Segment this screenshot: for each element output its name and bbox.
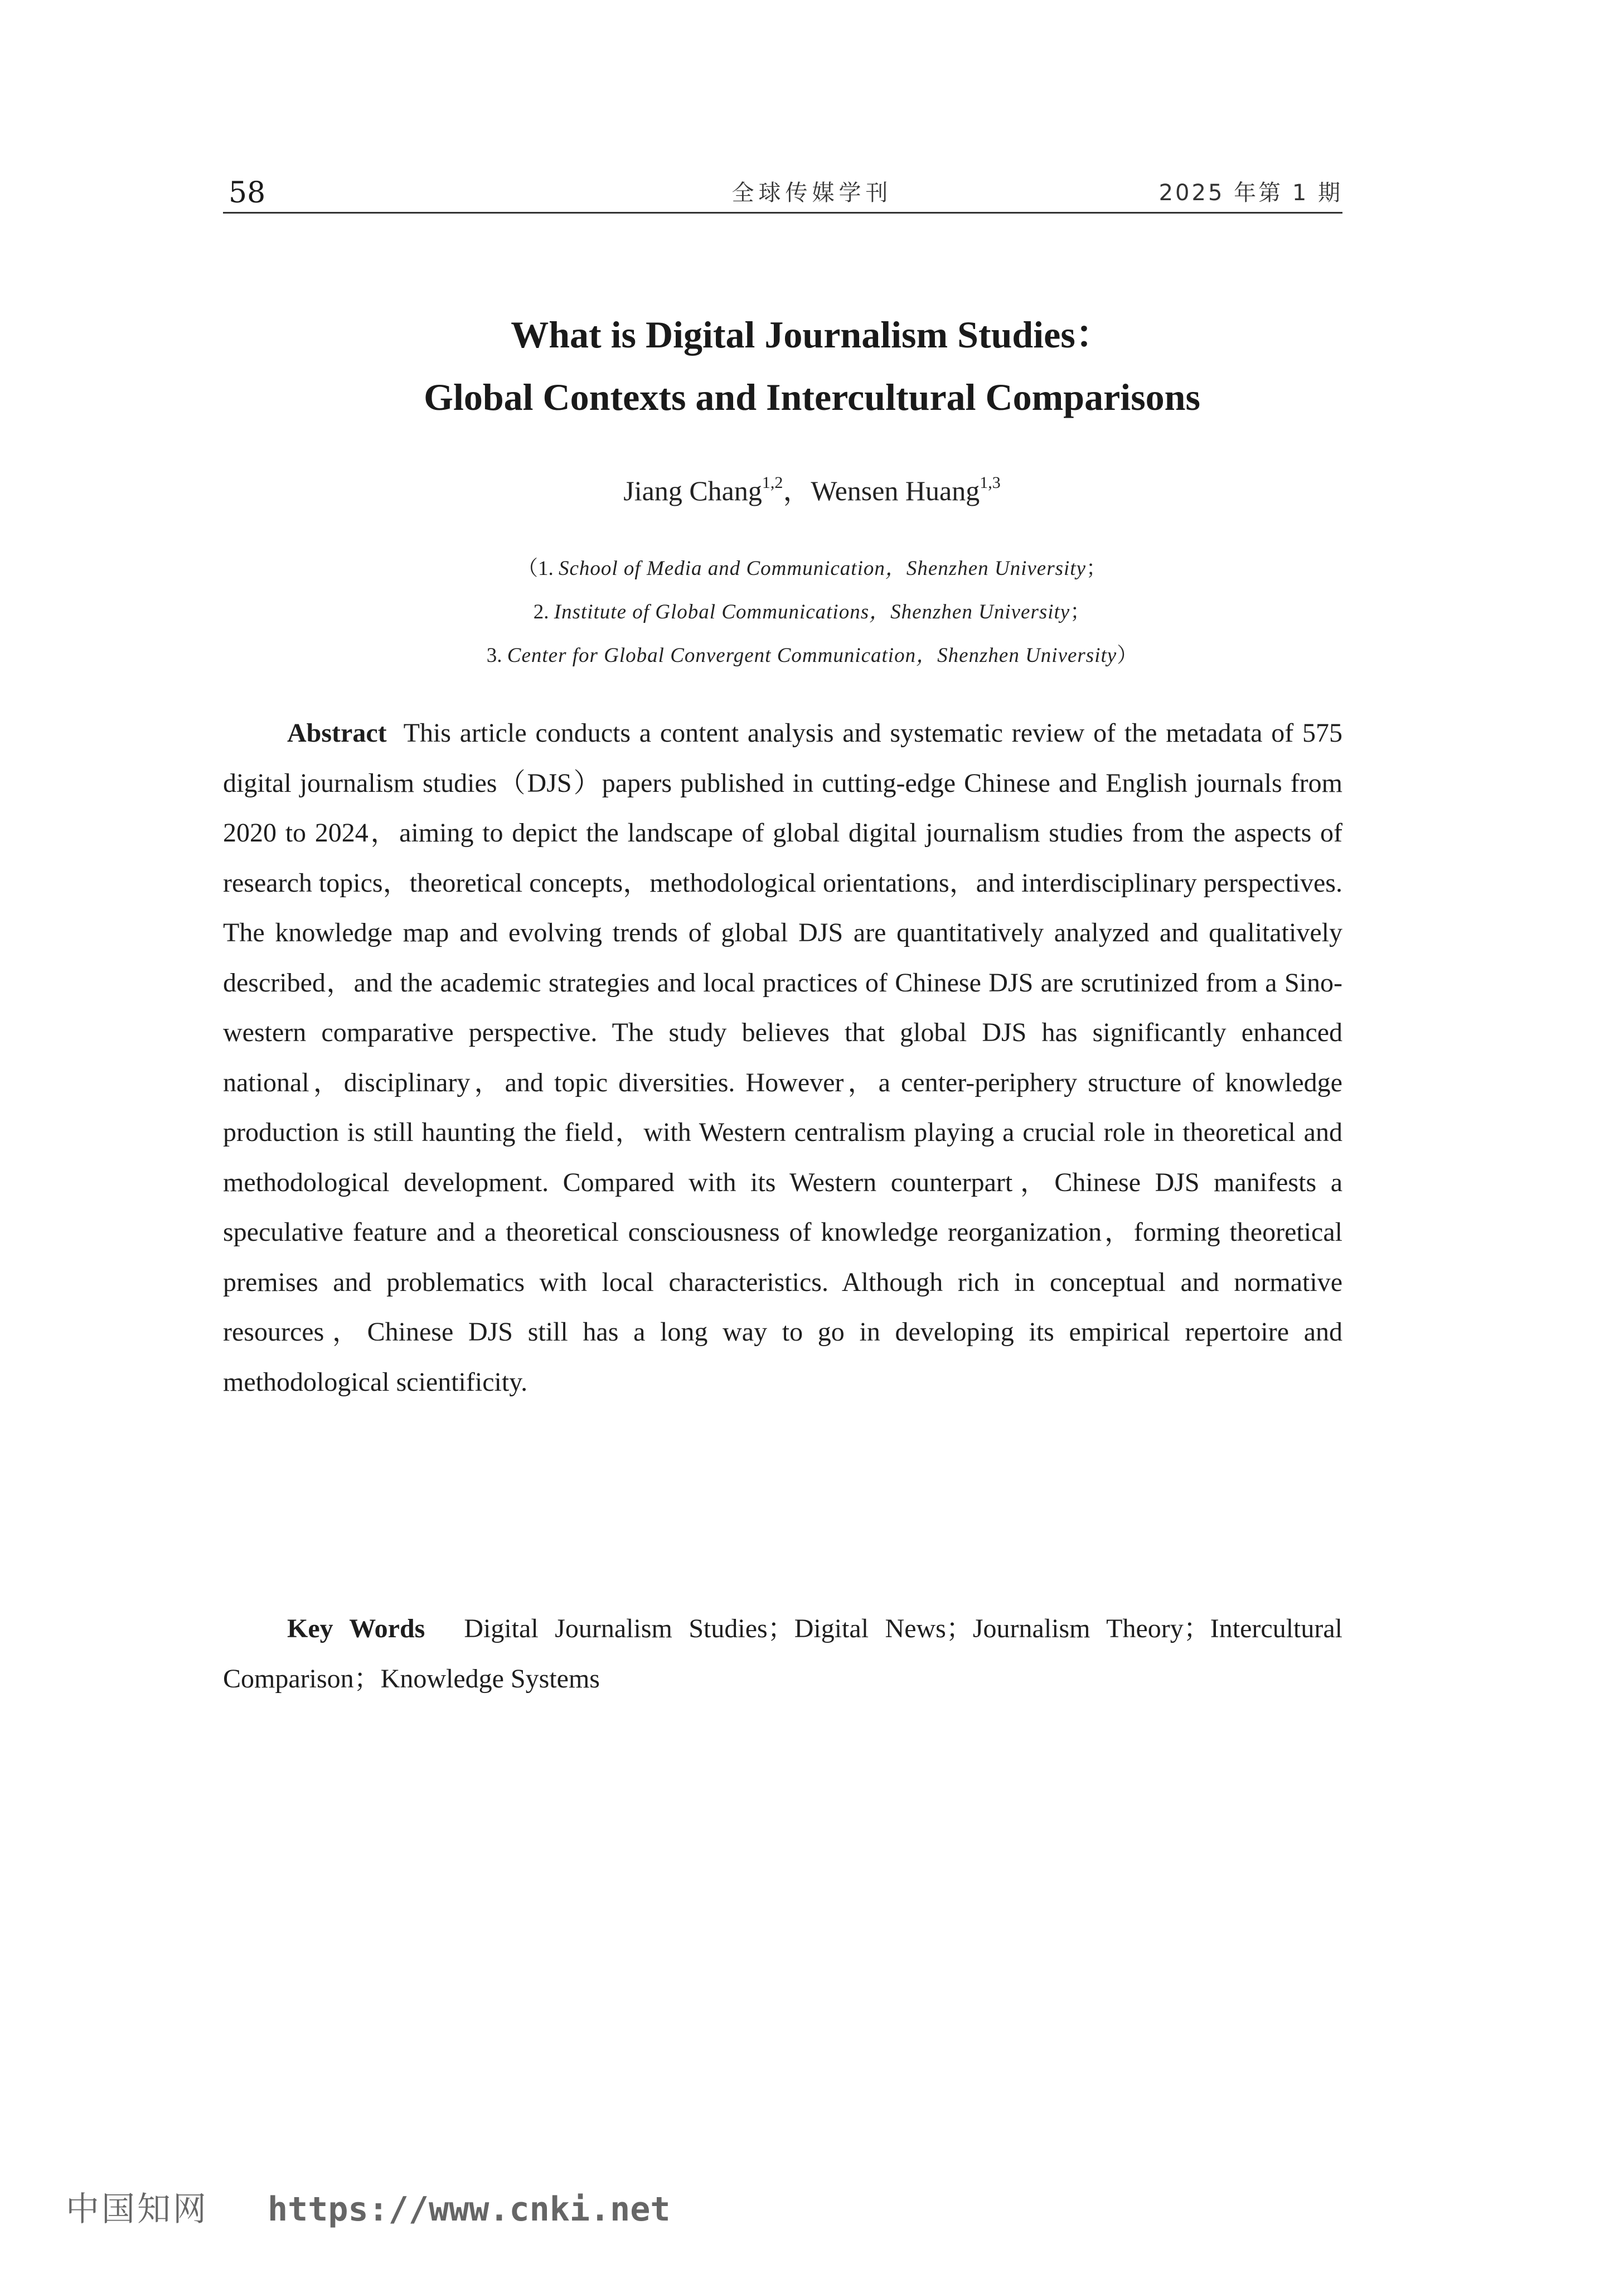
title-line-1: What is Digital Journalism Studies： (511, 313, 1113, 356)
author-2: Wensen Huang (811, 475, 980, 506)
affiliation-name: Institute of Global Communications，Shenzhen University (554, 601, 1070, 623)
abstract-paragraph (223, 708, 1342, 1407)
affiliation-prefix: 2. (533, 601, 549, 623)
affiliation-name: School of Media and Communication，Shenzhen University (558, 557, 1086, 580)
affiliation-1 (0, 555, 1624, 582)
author-1-affiliation-marks: 1,2 (762, 473, 783, 492)
header-rule (223, 212, 1342, 214)
affiliation-suffix: ； (1086, 557, 1107, 580)
affiliation-prefix: 3. (486, 644, 502, 667)
author-2-affiliation-marks: 1,3 (980, 473, 1001, 492)
title-line-2: Global Contexts and Intercultural Comparisons (424, 376, 1200, 418)
cnki-watermark-name: 中国知网 (66, 2190, 209, 2229)
affiliation-3 (0, 642, 1624, 669)
author-separator: ， (783, 475, 811, 506)
cnki-watermark-url: https://www.cnki.net (268, 2190, 671, 2229)
keywords-text: Digital Journalism Studies；Digital News；Journalism Theory；Intercultural Comparison；Knowledge Systems (223, 1614, 1342, 1694)
abstract-label: Abstract (287, 718, 387, 748)
author-line (0, 464, 1624, 510)
keywords-label: Key Words (287, 1614, 425, 1643)
page-number: 58 (229, 176, 266, 210)
affiliation-suffix: ） (1117, 644, 1138, 667)
author-1: Jiang Chang (623, 475, 762, 506)
affiliation-2 (0, 599, 1624, 626)
running-header-issue: 2025 年第 1 期 (1158, 180, 1342, 206)
affiliation-name: Center for Global Convergent Communication，Shenzhen University (507, 644, 1117, 667)
affiliation-prefix: （1. (517, 557, 554, 580)
affiliation-suffix: ； (1070, 601, 1091, 623)
abstract-text: This article conducts a content analysis and systematic review of the metadata of 575 digital journalism studies（DJS）papers published in cutting-edge Chinese and English journals from 2020 to 2024，aiming to depict the landscape of global digital journalism studies from the aspects of research topics，theoretical concepts，methodological orientations，and interdisciplinary perspectives. The knowledge map and evolving trends of global DJS are quantitatively analyzed and qualitatively described，and the academic strategies and local practices of Chinese DJS are scrutinized from a Sino-western comparative perspective. The study believes that global DJS has significantly enhanced national，disciplinary，and topic diversities. However，a center-periphery structure of knowledge production is still haunting the field，with Western centralism playing a crucial role in theoretical and methodological development. Compared with its Western counterpart，Chinese DJS manifests a speculative feature and a theoretical consciousness of knowledge reorganization，forming theoretical premises and problematics with local characteristics. Although rich in conceptual and normative resources，Chinese DJS still has a long way to go in developing its empirical repertoire and methodological scientificity. (223, 718, 1342, 1397)
keywords-paragraph (223, 1604, 1342, 1704)
running-header-journal: 全球传媒学刊 (731, 180, 893, 206)
